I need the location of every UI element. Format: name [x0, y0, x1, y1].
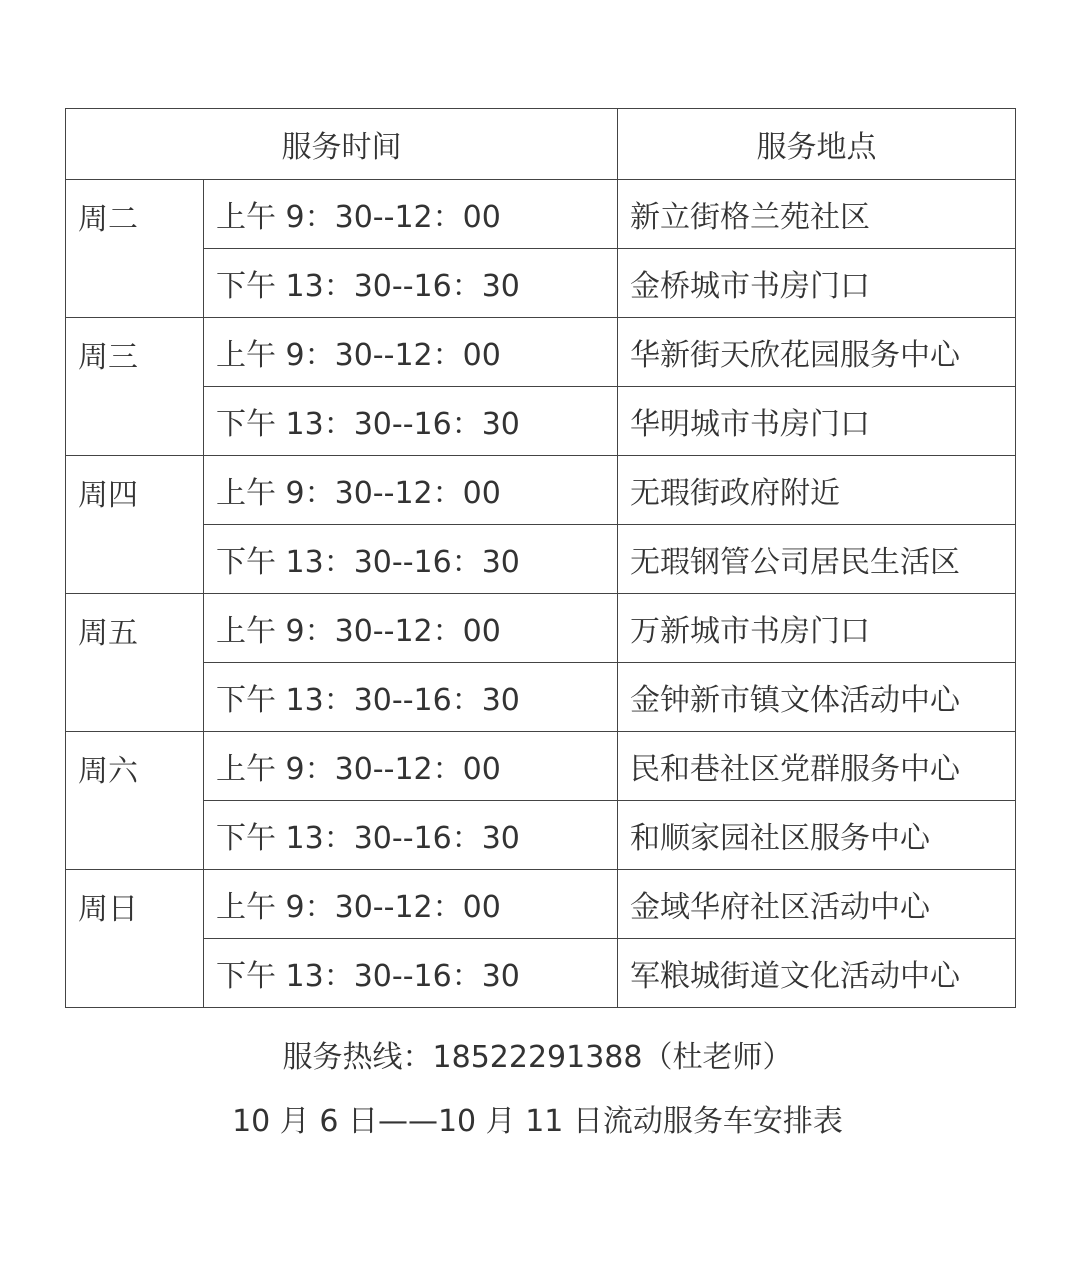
table-row [66, 180, 1016, 249]
location-cell: 万新城市书房门口 [618, 594, 1016, 663]
location-cell: 无瑕街政府附近 [618, 456, 1016, 525]
table-row [66, 594, 1016, 663]
time-cell: 上午 9：30--12：00 [204, 870, 618, 939]
location-cell: 华明城市书房门口 [618, 387, 1016, 456]
table-row [66, 318, 1016, 387]
location-cell: 金桥城市书房门口 [618, 249, 1016, 318]
time-cell: 下午 13：30--16：30 [204, 801, 618, 870]
service-hotline: 服务热线：18522291388（杜老师） [282, 1040, 793, 1075]
day-cell: 周二 [66, 180, 204, 318]
time-cell: 上午 9：30--12：00 [204, 180, 618, 249]
time-cell: 上午 9：30--12：00 [204, 732, 618, 801]
location-cell: 华新街天欣花园服务中心 [618, 318, 1016, 387]
table-row [66, 801, 1016, 870]
table-header-row [66, 109, 1016, 180]
time-cell: 上午 9：30--12：00 [204, 594, 618, 663]
time-cell: 上午 9：30--12：00 [204, 318, 618, 387]
table-row [66, 456, 1016, 525]
table-row [66, 525, 1016, 594]
schedule-table [65, 108, 1016, 1008]
day-cell: 周三 [66, 318, 204, 456]
location-cell: 无瑕钢管公司居民生活区 [618, 525, 1016, 594]
location-cell: 新立街格兰苑社区 [618, 180, 1016, 249]
header-service-location: 服务地点 [618, 109, 1016, 180]
header-service-time: 服务时间 [66, 109, 618, 180]
location-cell: 金钟新市镇文体活动中心 [618, 663, 1016, 732]
table-row [66, 387, 1016, 456]
table-row [66, 249, 1016, 318]
time-cell: 下午 13：30--16：30 [204, 387, 618, 456]
location-cell: 军粮城街道文化活动中心 [618, 939, 1016, 1008]
day-cell: 周五 [66, 594, 204, 732]
location-cell: 金域华府社区活动中心 [618, 870, 1016, 939]
location-cell: 民和巷社区党群服务中心 [618, 732, 1016, 801]
time-cell: 下午 13：30--16：30 [204, 663, 618, 732]
location-cell: 和顺家园社区服务中心 [618, 801, 1016, 870]
table-row [66, 663, 1016, 732]
day-cell: 周六 [66, 732, 204, 870]
day-cell: 周日 [66, 870, 204, 1008]
table-row [66, 870, 1016, 939]
day-cell: 周四 [66, 456, 204, 594]
time-cell: 上午 9：30--12：00 [204, 456, 618, 525]
time-cell: 下午 13：30--16：30 [204, 525, 618, 594]
time-cell: 下午 13：30--16：30 [204, 939, 618, 1008]
schedule-title: 10 月 6 日——10 月 11 日流动服务车安排表 [232, 1104, 843, 1139]
table-row [66, 732, 1016, 801]
table-row [66, 939, 1016, 1008]
time-cell: 下午 13：30--16：30 [204, 249, 618, 318]
